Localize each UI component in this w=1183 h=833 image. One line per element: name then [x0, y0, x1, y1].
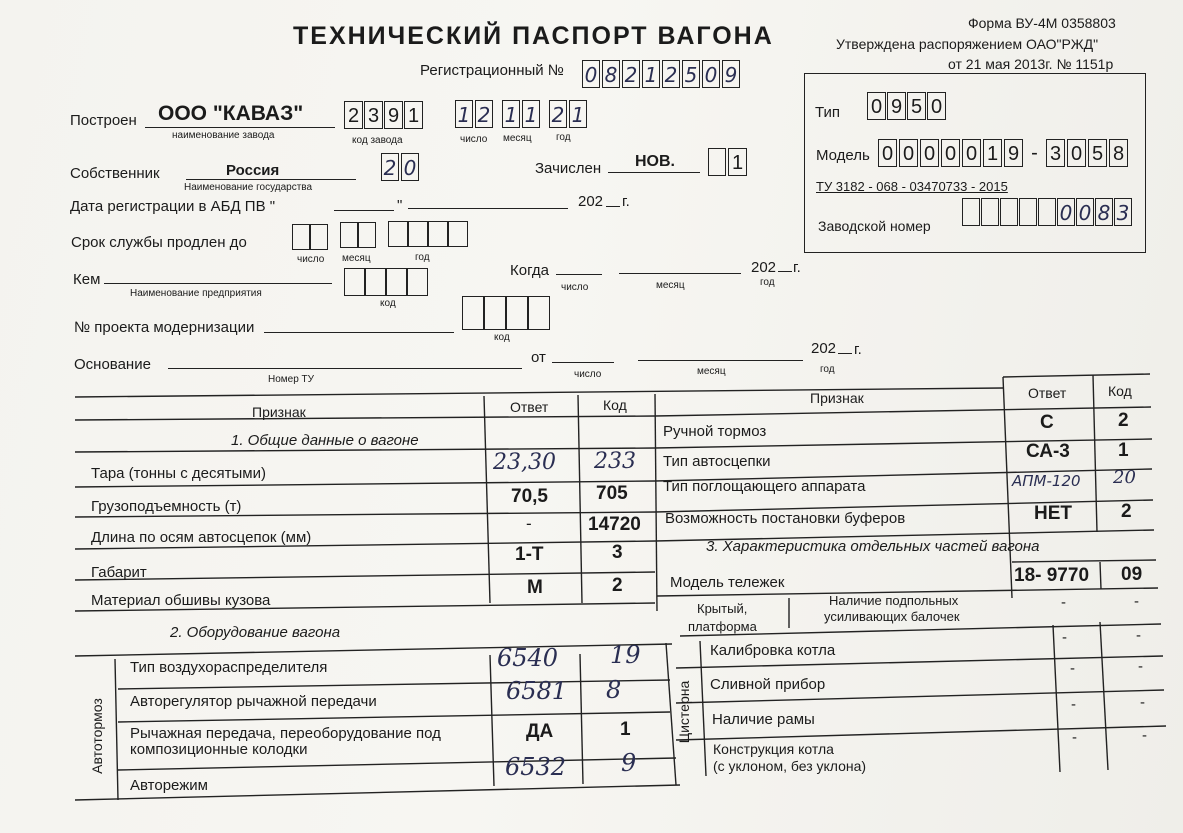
row-label-length: Длина по осям автосцепок (мм) [91, 529, 312, 546]
approved-line-2: от 21 мая 2013г. № 1151р [948, 56, 1114, 72]
type-label: Тип [815, 104, 841, 121]
model-digit: 0 [899, 139, 918, 167]
by-whom-code-label: код [380, 298, 396, 309]
row-answer-tare: 23,30 [493, 450, 556, 475]
year-abbrev: г. [793, 259, 801, 276]
model-digit: 0 [941, 139, 960, 167]
enrolled-label: Зачислен [535, 160, 602, 177]
extra-answer: - [1062, 629, 1067, 646]
built-value: ООО "КАВАЗ" [158, 102, 304, 125]
row-code-buffers: 2 [1121, 501, 1132, 522]
row-code-bogie-model: 09 [1121, 564, 1143, 585]
model-digit: 5 [1088, 139, 1107, 167]
row-label-drain-device: Сливной прибор [710, 676, 826, 693]
basis-sub: Номер ТУ [268, 374, 315, 385]
row-answer-gauge: 1-Т [515, 544, 544, 565]
row-label-frame: Наличие рамы [712, 711, 815, 728]
serial-digit: 0 [1057, 198, 1075, 226]
row-label-boiler-design-2: (с уклоном, без уклона) [713, 758, 867, 774]
modernization-code-label: код [494, 332, 510, 343]
covered-label-2: платформа [688, 619, 757, 634]
modernization-label: № проекта модернизации [74, 319, 255, 336]
row-label-gauge: Габарит [91, 564, 147, 581]
left-header-code: Код [603, 397, 627, 413]
row-label-hand-brake: Ручной тормоз [663, 423, 767, 440]
section-2-title: 2. Оборудование вагона [170, 624, 341, 641]
reg-date-year: 202 [578, 193, 604, 210]
form-id: Форма ВУ-4М 0358803 [968, 15, 1116, 31]
service-year-label: год [415, 252, 430, 263]
row-answer-buffers: НЕТ [1034, 503, 1072, 524]
row-answer-lever-conversion: ДА [526, 721, 554, 742]
type-digit: 0 [927, 92, 946, 120]
row-answer-air-distributor: 6540 [497, 644, 559, 672]
row-answer-boiler-calibration: - [1070, 660, 1075, 677]
model-digit: 0 [1067, 139, 1086, 167]
right-header-answer: Ответ [1028, 385, 1067, 401]
model-digit: 0 [962, 139, 981, 167]
basis-from: от [531, 349, 546, 366]
right-header-feature: Признак [810, 390, 864, 406]
serial-digit: 0 [1076, 198, 1094, 226]
section-1-title: 1. Общие данные о вагоне [231, 432, 419, 449]
type-digit: 0 [867, 92, 886, 120]
row-code-gauge: 3 [612, 542, 623, 563]
section-3-title: 3. Характеристика отдельных частей вагона [706, 538, 1040, 555]
beams-code: - [1134, 593, 1139, 610]
model-digit: 8 [1109, 139, 1128, 167]
reg-digit: 0 [702, 60, 720, 88]
type-digit: 5 [907, 92, 926, 120]
reg-digit: 0 [582, 60, 600, 88]
plant-code-digit: 9 [384, 101, 403, 129]
row-label-body-material: Материал обшивы кузова [91, 592, 271, 609]
when-label: Когда [510, 262, 549, 279]
plant-code-digit: 2 [344, 101, 363, 129]
serial-digit: 8 [1095, 198, 1113, 226]
built-date-digit: 2 [475, 100, 493, 128]
covered-label-1: Крытый, [697, 601, 748, 616]
basis-label: Основание [74, 356, 151, 373]
built-label: Построен [70, 112, 137, 129]
row-answer-bogie-model: 18- 9770 [1014, 565, 1090, 586]
row-answer-drain-device: - [1071, 696, 1076, 713]
row-code-drain-device: - [1140, 694, 1145, 711]
row-answer-hand-brake: С [1040, 412, 1054, 433]
row-label-capacity: Грузоподъемность (т) [91, 498, 242, 515]
enrolled-code: 1 [728, 148, 747, 176]
service-day-label: число [297, 254, 325, 265]
document-title: ТЕХНИЧЕСКИЙ ПАСПОРТ ВАГОНА [293, 22, 774, 50]
row-code-length: 14720 [588, 514, 641, 535]
reg-digit: 1 [642, 60, 660, 88]
basis-year-label: год [820, 364, 835, 375]
row-label-boiler-design-1: Конструкция котла [713, 741, 834, 757]
basis-year: 202 [811, 340, 837, 357]
when-year-label: год [760, 277, 775, 288]
plant-code-label: код завода [352, 135, 403, 146]
owner-label: Собственник [70, 165, 160, 182]
row-code-tare: 233 [594, 449, 636, 474]
model-digit: 0 [920, 139, 939, 167]
beams-label-2: усиливающих балочек [824, 609, 960, 624]
built-sub: наименование завода [172, 130, 275, 141]
row-label-air-distributor: Тип воздухораспределителя [130, 659, 328, 676]
beams-label-1: Наличие подпольных [829, 593, 959, 608]
model-digit: 0 [878, 139, 897, 167]
row-code-air-distributor: 19 [610, 641, 641, 669]
row-code-capacity: 705 [596, 483, 628, 504]
enrolled-value: НОВ. [635, 153, 675, 170]
built-date-digit: 2 [549, 100, 567, 128]
row-code-slack-adjuster: 8 [606, 676, 622, 704]
plant-code-digit: 3 [364, 101, 383, 129]
right-header-code: Код [1108, 383, 1132, 399]
row-answer-body-material: М [527, 577, 543, 598]
owner-sub: Наименование государства [184, 182, 313, 193]
model-digit: 1 [983, 139, 1002, 167]
when-month-label: месяц [656, 280, 685, 291]
row-label-coupler-type: Тип автосцепки [663, 453, 771, 470]
serial-digit: 3 [1114, 198, 1132, 226]
row-answer-capacity: 70,5 [511, 486, 548, 507]
row-code-draft-gear: 20 [1113, 467, 1136, 488]
owner-value: Россия [226, 162, 280, 179]
row-code-frame: - [1142, 727, 1147, 744]
quote-close: " [397, 197, 403, 214]
row-code-body-material: 2 [612, 575, 623, 596]
service-month-label: месяц [342, 253, 371, 264]
row-answer-frame: - [1072, 729, 1077, 746]
approved-line-1: Утверждена распоряжением ОАО"РЖД" [836, 36, 1099, 52]
row-label-autoregime: Авторежим [130, 777, 208, 794]
serial-label: Заводской номер [818, 218, 931, 234]
row-code-coupler-type: 1 [1118, 440, 1129, 461]
reg-digit: 9 [722, 60, 740, 88]
basis-month-label: месяц [697, 366, 726, 377]
row-label-boiler-calibration: Калибровка котла [710, 642, 836, 659]
row-answer-slack-adjuster: 6581 [506, 677, 568, 705]
by-whom-label: Кем [73, 271, 101, 288]
type-digit: 9 [887, 92, 906, 120]
reg-digit: 2 [622, 60, 640, 88]
month-label: месяц [503, 133, 532, 144]
row-answer-coupler-type: СА-3 [1026, 441, 1070, 462]
row-code-hand-brake: 2 [1118, 410, 1129, 431]
left-header-answer: Ответ [510, 399, 549, 415]
extra-code: - [1136, 627, 1141, 644]
row-answer-draft-gear: АПМ-120 [1012, 472, 1081, 490]
autobrake-group-label: Автотормоз [89, 698, 105, 774]
row-code-autoregime: 9 [621, 749, 637, 777]
tu-number: ТУ 3182 - 068 - 03470733 - 2015 [816, 179, 1008, 194]
row-label-slack-adjuster: Авторегулятор рычажной передачи [130, 693, 377, 710]
year-label: год [556, 132, 571, 143]
by-whom-sub: Наименование предприятия [130, 288, 262, 299]
built-date-digit: 1 [502, 100, 520, 128]
row-answer-autoregime: 6532 [505, 753, 567, 781]
row-label-buffers: Возможность постановки буферов [665, 510, 906, 527]
registration-date-label: Дата регистрации в АБД ПВ " [70, 198, 276, 215]
row-answer-length: - [526, 514, 532, 533]
row-code-lever-conversion: 1 [620, 719, 631, 740]
model-digit: 9 [1004, 139, 1023, 167]
left-header-feature: Признак [252, 404, 306, 420]
when-day-label: число [561, 282, 589, 293]
row-label-lever-conversion-1: Рычажная передача, переоборудование под [130, 725, 441, 742]
reg-number-label: Регистрационный № [420, 62, 564, 79]
when-year: 202 [751, 259, 777, 276]
model-label: Модель [816, 147, 870, 164]
built-date-digit: 1 [569, 100, 587, 128]
beams-answer: - [1061, 594, 1066, 611]
built-date-digit: 1 [455, 100, 473, 128]
owner-code-digit: 2 [381, 153, 399, 181]
row-label-draft-gear: Тип поглощающего аппарата [663, 478, 866, 495]
row-label-bogie-model: Модель тележек [670, 574, 785, 591]
day-label: число [460, 134, 488, 145]
built-date-digit: 1 [522, 100, 540, 128]
plant-code-digit: 1 [404, 101, 423, 129]
reg-digit: 2 [662, 60, 680, 88]
reg-digit: 5 [682, 60, 700, 88]
row-label-tare: Тара (тонны с десятыми) [91, 465, 266, 482]
basis-day-label: число [574, 369, 602, 380]
year-abbrev: г. [622, 193, 630, 210]
model-digit: 3 [1046, 139, 1065, 167]
year-abbrev: г. [854, 341, 862, 358]
row-label-lever-conversion-2: композиционные колодки [130, 741, 308, 758]
row-code-boiler-calibration: - [1138, 658, 1143, 675]
model-dash: - [1031, 142, 1038, 164]
service-extended-label: Срок службы продлен до [71, 234, 247, 251]
reg-digit: 8 [602, 60, 620, 88]
tank-group-label: Цистерна [676, 680, 692, 744]
owner-code-digit: 0 [401, 153, 419, 181]
